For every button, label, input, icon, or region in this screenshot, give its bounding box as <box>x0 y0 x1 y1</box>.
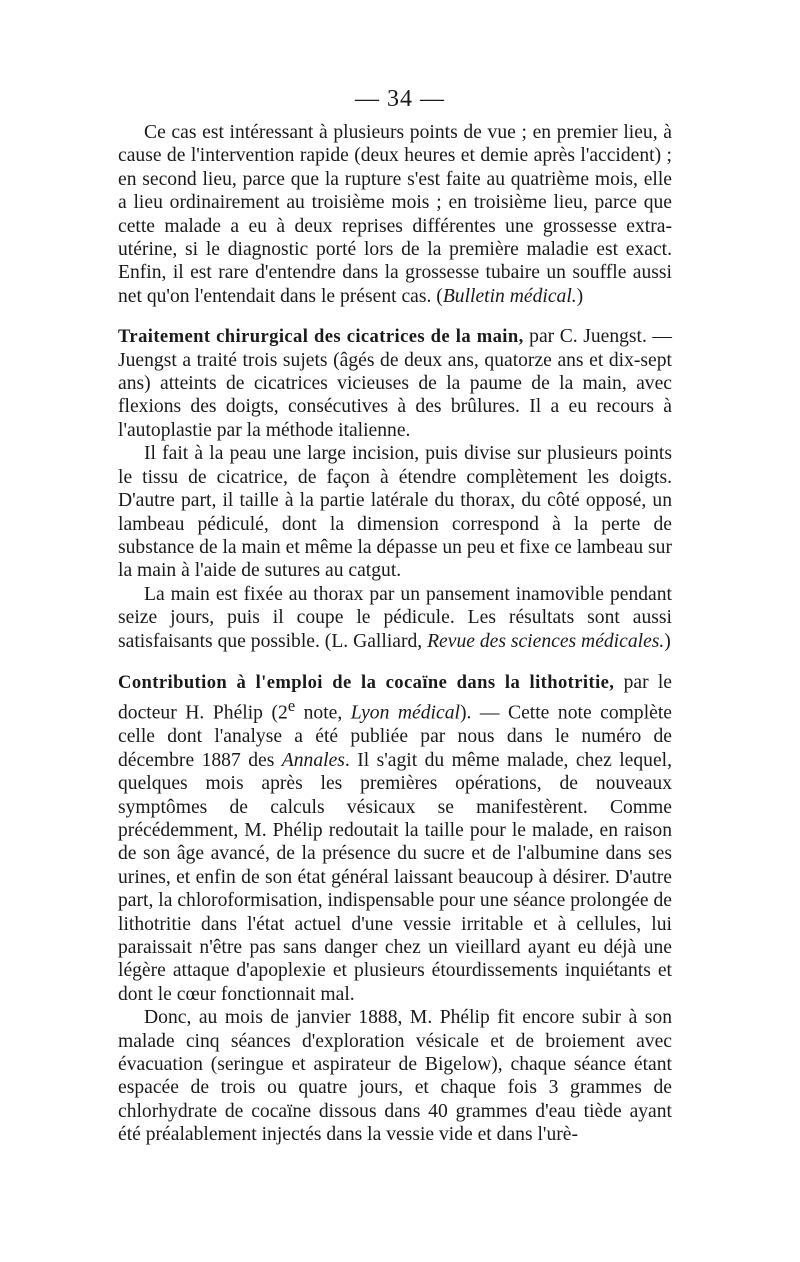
paragraph-text: Il fait à la peau une large incision, puis divise sur plusieurs points le tissu de cicatrice, de façon à étendre complètement les doigts. D'autre part, il taille à la partie latérale du thorax, du côté opposé, un lambeau pédiculé, dont la dimension correspond à la perte de substance de la main et même la dépasse un peu et fixe ce lambeau sur la main à l'aide de sutures au catgut. <box>118 443 672 582</box>
citation-close: ) <box>664 630 671 652</box>
article-heading: Contribution à l'emploi de la cocaïne dans la lithotritie, <box>118 671 615 693</box>
citation-close: ) <box>576 285 584 307</box>
paragraph-text: La main est fixée au thorax par un pansement inamovible pendant seize jours, puis il coupe le pédicule. Les résultats sont aussi satisfaisants que possible. (L. Galliard, <box>118 583 672 652</box>
superscript: e <box>287 696 296 716</box>
source-citation: Lyon médical <box>350 702 460 724</box>
paragraph-text: par le docteur H. Phélip (2 <box>118 671 672 724</box>
paragraph-text: . Il s'agit du même malade, chez lequel, quelques mois après les premières opérations, de nouveaux symptômes de calculs vésicaux se manifestèrent. Comme précédemment, M. Phélip redoutait la taille pour le malade, en raison de son âge avancé, de la présence du sucre et de l'albumine dans ses urines, et enfin de son état général laissant beaucoup à désirer. D'autre part, la chloroformisation, indispensable pour une séance prolongée de lithotritie dans l'état actuel d'une vessie irritable et à cellules, lui paraissait n'être pas sans danger chez un vieillard ayant eu déjà une légère attaque d'apoplexie et plusieurs étourdissements inquiétants et dont le cœur fonctionnait mal. <box>118 749 672 1005</box>
article-paragraph <box>118 583 672 653</box>
source-citation: Revue des sciences médicales. <box>427 630 665 652</box>
article-text-block <box>118 121 672 1147</box>
source-citation: Bulletin médical. <box>442 285 577 307</box>
article-paragraph <box>118 442 672 582</box>
page-number: — 34 — <box>355 86 445 112</box>
paragraph-text: Donc, au mois de janvier 1888, M. Phélip fit encore subir à son malade cinq séances d'exploration vésicale et de broiement avec évacuation (seringue et aspirateur de Bigelow), chaque séance étant espacée de trois ou quatre jours, et chaque fois 3 grammes de chlorhydrate de cocaïne dissous dans 40 grammes d'eau tiède ayant été préalablement injectés dans la vessie vide et dans l'urè- <box>118 1007 672 1146</box>
paragraph-text: Ce cas est intéressant à plusieurs points de vue ; en premier lieu, à cause de l'intervention rapide (deux heures et demie après l'accident) ; en second lieu, parce que la rupture s'est faite au quatrième mois, elle a lieu ordinairement au troisième mois ; en troisième lieu, parce que cette malade a eu à deux reprises différentes une grossesse extra-utérine, si le diagnostic porté lors de la première maladie est exact. Enfin, il est rare d'entendre dans la grossesse tubaire un souffle aussi net qu'on l'entendait dans le présent cas. ( <box>118 122 672 307</box>
article-paragraph <box>118 1006 672 1146</box>
article-heading: Traitement chirurgical des cicatrices de la main, <box>118 326 524 348</box>
article-paragraph <box>118 121 672 308</box>
paragraph-text: note, <box>295 702 351 724</box>
paragraph-text: par C. Juengst. — Juengst a traité trois sujets (âgés de deux ans, quatorze ans et dix-sept ans) atteints de cicatrices vicieuses de la paume de la main, avec flexions des doigts, consécutives à des brûlures. Il a eu recours à l'autoplastie par la méthode italienne. <box>118 326 672 441</box>
article-paragraph <box>118 671 672 1006</box>
source-citation: Annales <box>281 749 345 771</box>
article-paragraph <box>118 325 672 442</box>
paragraph-text: ). — Cette note complète celle dont l'analyse a été publiée par nous dans le numéro de décembre 1887 des <box>118 702 672 771</box>
